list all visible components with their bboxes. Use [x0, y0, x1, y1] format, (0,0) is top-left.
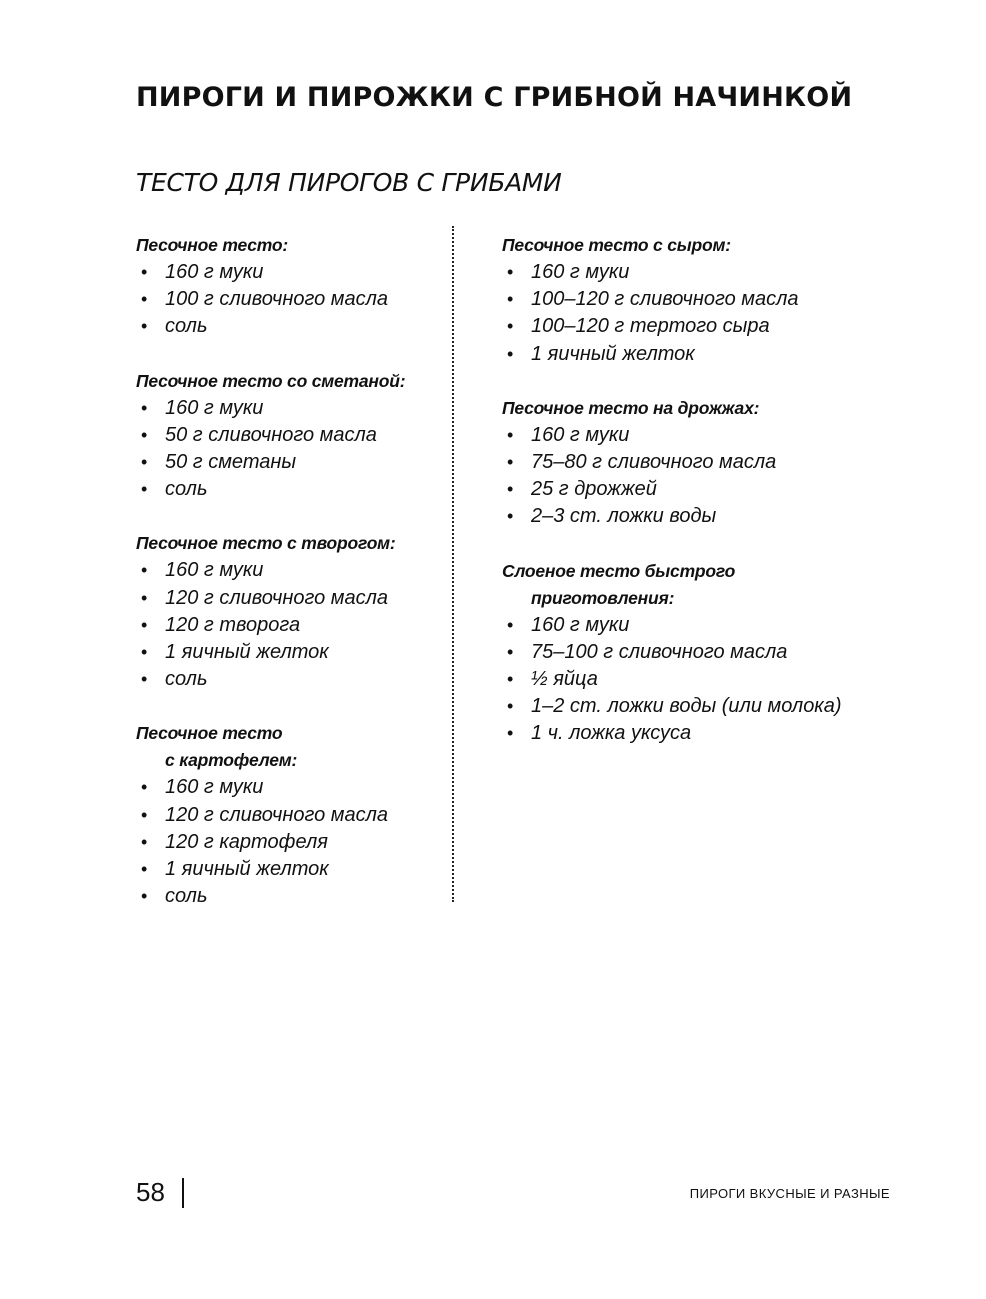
recipe-title: Песочное тесто с творогом: [136, 533, 396, 554]
ingredient-item: • 2–3 ст. ложки воды [502, 503, 902, 530]
ingredient-item: • 160 г муки [502, 422, 902, 449]
ingredient-item: • 120 г картофеля [136, 829, 436, 856]
ingredient-item: • 160 г муки [136, 395, 436, 422]
ingredient-item: • 100–120 г сливочного масла [502, 286, 902, 313]
recipe-potato [136, 720, 436, 910]
ingredient-item: • 160 г муки [136, 774, 436, 801]
ingredient-item: • соль [136, 883, 436, 910]
ingredient-item: • 100–120 г тертого сыра [502, 313, 902, 340]
ingredient-item: • 160 г муки [136, 557, 436, 584]
ingredient-list [136, 395, 436, 504]
recipe-title: Слоеное тесто быстрого приготовления: [502, 560, 736, 608]
ingredient-list [502, 422, 902, 531]
left-column [136, 232, 436, 937]
section-title: ТЕСТО ДЛЯ ПИРОГОВ С ГРИБАМИ [136, 168, 562, 197]
recipe-quick-puff [502, 558, 902, 748]
page-title: ПИРОГИ И ПИРОЖКИ С ГРИБНОЙ НАЧИНКОЙ [136, 82, 853, 113]
ingredient-item: • 100 г сливочного масла [136, 286, 436, 313]
ingredient-item: • 25 г дрожжей [502, 476, 902, 503]
ingredient-list [136, 774, 436, 910]
ingredient-item: • 1–2 ст. ложки воды (или молока) [502, 693, 902, 720]
ingredient-list [136, 259, 436, 341]
recipe-title: Песочное тесто со сметаной: [136, 370, 406, 391]
recipe-cheese [502, 232, 902, 368]
footer-divider [182, 1178, 184, 1208]
ingredient-item: • 160 г муки [136, 259, 436, 286]
ingredient-item: • 75–80 г сливочного масла [502, 449, 902, 476]
ingredient-item: • соль [136, 476, 436, 503]
ingredient-item: • 50 г сметаны [136, 449, 436, 476]
ingredient-item: • 120 г сливочного масла [136, 802, 436, 829]
ingredient-list [136, 557, 436, 693]
ingredient-item: • 120 г творога [136, 612, 436, 639]
recipe-title: Песочное тесто с картофелем: [136, 723, 298, 771]
ingredient-item: • соль [136, 313, 436, 340]
column-divider [452, 226, 454, 902]
page-number: 58 [136, 1177, 165, 1207]
ingredient-item: • 1 яичный желток [502, 341, 902, 368]
ingredient-item: • 50 г сливочного масла [136, 422, 436, 449]
right-column [502, 232, 902, 775]
recipe-title: Песочное тесто с сыром: [502, 235, 731, 255]
ingredient-item: • 160 г муки [502, 259, 902, 286]
ingredient-list [502, 612, 902, 748]
ingredient-item: • 75–100 г сливочного масла [502, 639, 902, 666]
recipe-title: Песочное тесто: [136, 235, 288, 255]
ingredient-item: • 120 г сливочного масла [136, 585, 436, 612]
running-footer-title: ПИРОГИ ВКУСНЫЕ И РАЗНЫЕ [689, 1186, 890, 1201]
ingredient-item: • соль [136, 666, 436, 693]
ingredient-item: • 1 ч. ложка уксуса [502, 720, 902, 747]
recipe-shortcrust [136, 232, 436, 341]
ingredient-item: • ½ яйца [502, 666, 902, 693]
recipe-yeast [502, 395, 902, 531]
ingredient-list [502, 259, 902, 368]
ingredient-item: • 1 яичный желток [136, 639, 436, 666]
recipe-cottage-cheese [136, 530, 436, 693]
recipe-sour-cream [136, 368, 436, 504]
ingredient-item: • 1 яичный желток [136, 856, 436, 883]
recipe-title: Песочное тесто на дрожжах: [502, 397, 760, 418]
ingredient-item: • 160 г муки [502, 612, 902, 639]
